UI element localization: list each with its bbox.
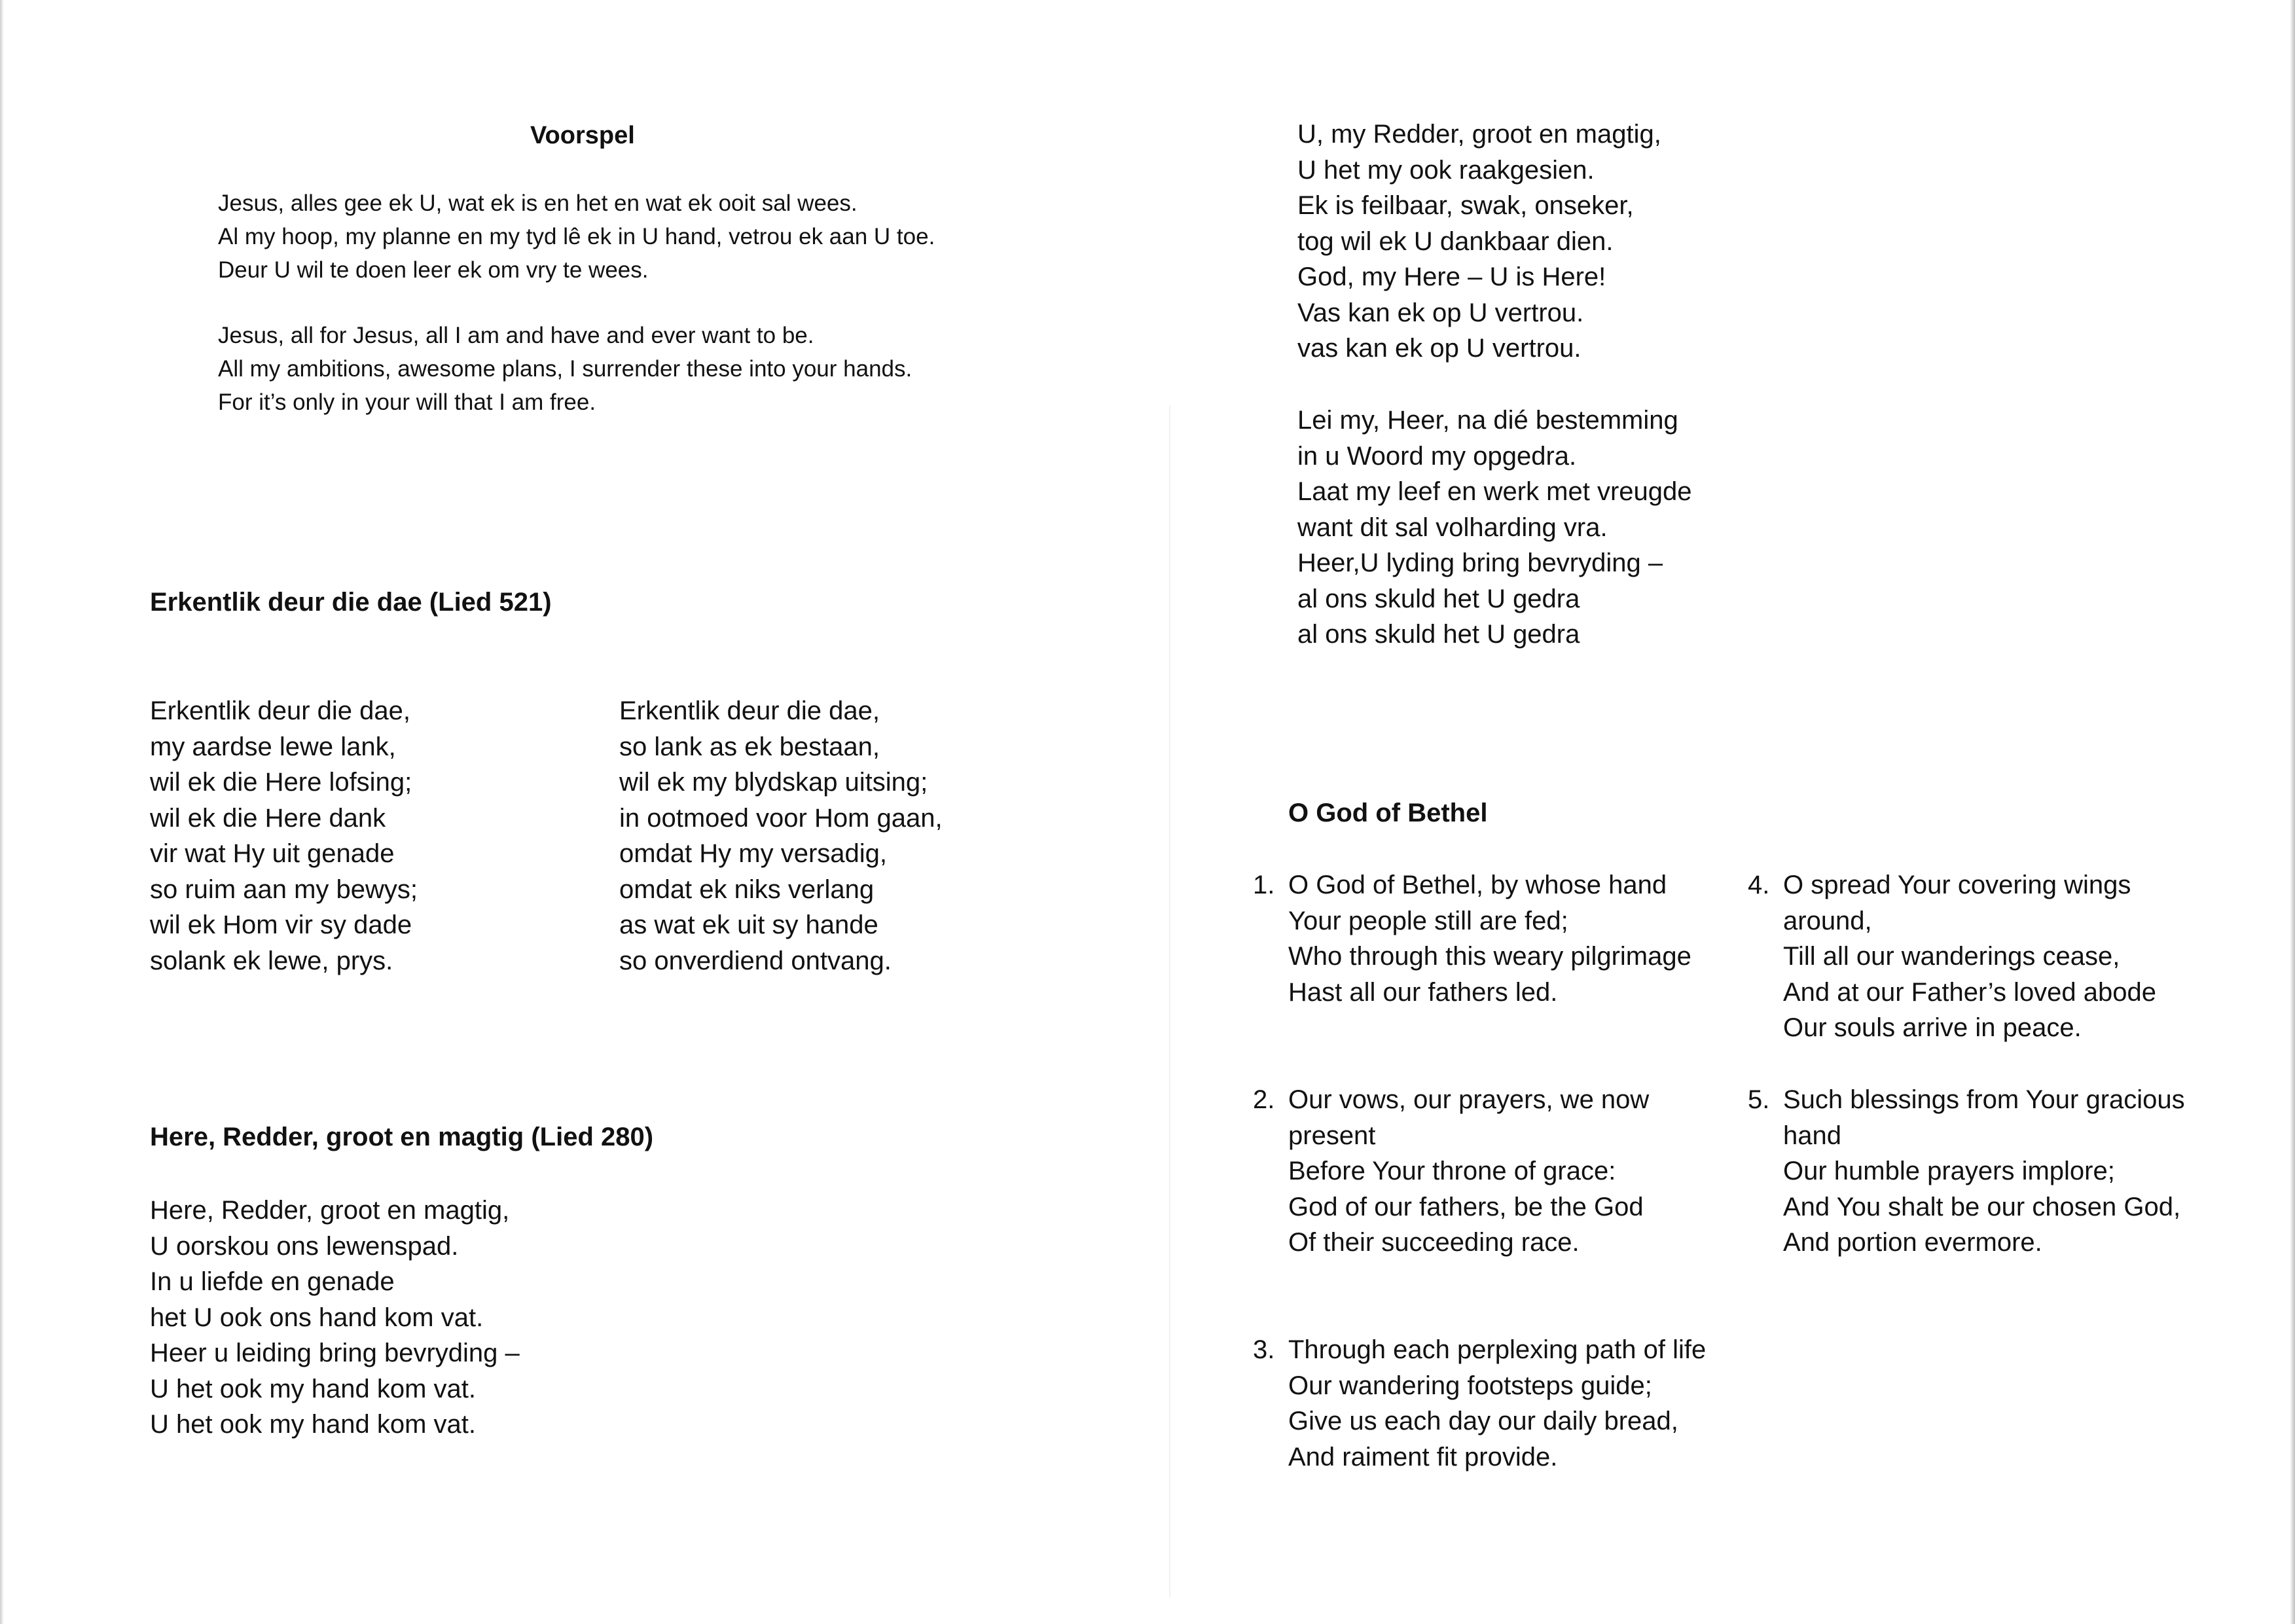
lyric-line: wil ek die Here lofsing; [150, 768, 412, 797]
page-edge-right [2290, 0, 2295, 1624]
verse-number: 5. [1748, 1085, 1770, 1114]
lied521-verse1 [150, 693, 418, 979]
lyric-line: Laat my leef en werk met vreugde [1297, 477, 1692, 506]
lyric-line: Here, Redder, groot en magtig, [150, 1196, 510, 1225]
lyric-line: wil ek Hom vir sy dade [150, 911, 412, 939]
lyric-line: around, [1783, 906, 1872, 935]
verse-number: 2. [1253, 1085, 1275, 1114]
page-fold [1169, 406, 1170, 1597]
lyric-line: as wat ek uit sy hande [619, 911, 878, 939]
voorspel-line: Jesus, all for Jesus, all I am and have and ever want to be. [218, 323, 814, 348]
lyric-line: Through each perplexing path of life [1288, 1335, 1707, 1364]
lyric-line: Erkentlik deur die dae, [150, 696, 411, 725]
lyric-line: vas kan ek op U vertrou. [1297, 334, 1581, 363]
lyric-line: al ons skuld het U gedra [1297, 584, 1580, 613]
lyric-line: And raiment fit provide. [1288, 1442, 1558, 1471]
verse-number: 4. [1748, 871, 1770, 899]
lyric-line: Hast all our fathers led. [1288, 977, 1558, 1007]
lyric-line: my aardse lewe lank, [150, 732, 396, 761]
lyric-line: U, my Redder, groot en magtig, [1297, 120, 1661, 149]
lyric-line: al ons skuld het U gedra [1297, 620, 1580, 649]
voorspel-line: Deur U wil te doen leer ek om vry te wees. [218, 257, 649, 283]
lyric-line: God, my Here – U is Here! [1297, 262, 1606, 291]
lyric-line: Give us each day our daily bread, [1288, 1407, 1678, 1435]
voorspel-line: All my ambitions, awesome plans, I surrender these into your hands. [218, 356, 913, 382]
voorspel-line: Al my hoop, my planne en my tyd lê ek in U hand, vetrou ek aan U toe. [218, 224, 935, 249]
verse-number: 3. [1253, 1335, 1275, 1364]
lyric-line: Ek is feilbaar, swak, onseker, [1297, 191, 1634, 220]
lyric-line: Heer,U lyding bring bevryding – [1297, 549, 1663, 577]
lyric-line: O spread Your covering wings [1783, 871, 2131, 899]
lyric-line: Erkentlik deur die dae, [619, 696, 880, 725]
lyric-line: present [1288, 1121, 1376, 1150]
lyric-line: in u Woord my opgedra. [1297, 441, 1577, 471]
lyric-line: in ootmoed voor Hom gaan, [619, 803, 943, 833]
lyric-line: Heer u leiding bring bevryding – [150, 1339, 520, 1367]
lied280-verse2 [1297, 117, 1661, 367]
lyric-line: Your people still are fed; [1288, 906, 1568, 935]
lyric-line: Our wandering footsteps guide; [1288, 1371, 1652, 1400]
lyric-line: wil ek my blydskap uitsing; [619, 768, 928, 797]
lyric-line: Who through this weary pilgrimage [1288, 942, 1691, 971]
lyric-line: U het ook my hand kom vat. [150, 1410, 477, 1439]
lied280-title: Here, Redder, groot en magtig (Lied 280) [150, 1123, 654, 1151]
lied521-verse2 [619, 693, 943, 979]
lyric-line: want dit sal volharding vra. [1297, 513, 1608, 542]
lyric-line: Before Your throne of grace: [1288, 1157, 1616, 1185]
voorspel-line: Jesus, alles gee ek U, wat ek is en het en wat ek ooit sal wees. [218, 190, 858, 216]
lyric-line: In u liefde en genade [150, 1267, 395, 1296]
lyric-line: Our humble prayers implore; [1783, 1157, 2115, 1185]
lyric-line: Our vows, our prayers, we now [1288, 1085, 1650, 1114]
lyric-line: so ruim aan my bewys; [150, 875, 418, 904]
lied280-verse3 [1297, 403, 1692, 653]
lyric-line: Lei my, Heer, na dié bestemming [1297, 406, 1678, 435]
voorspel-afrikaans [218, 187, 935, 287]
voorspel-title: Voorspel [530, 122, 635, 149]
lyric-line: Our souls arrive in peace. [1783, 1013, 2082, 1042]
lyric-line: Vas kan ek op U vertrou. [1297, 298, 1584, 327]
lyric-line: Such blessings from Your gracious [1783, 1085, 2185, 1114]
lyric-line: omdat Hy my versadig, [619, 839, 888, 868]
lyric-line: so lank as ek bestaan, [619, 732, 880, 761]
lyric-line: U het ook my hand kom vat. [150, 1374, 477, 1403]
lyric-line: And at our Father’s loved abode [1783, 977, 2157, 1007]
lyric-line: U oorskou ons lewenspad. [150, 1231, 459, 1261]
lyric-line: Of their succeeding race. [1288, 1228, 1580, 1257]
lyric-line: tog wil ek U dankbaar dien. [1297, 226, 1614, 256]
page-edge-left [0, 0, 4, 1624]
lied521-title: Erkentlik deur die dae (Lied 521) [150, 588, 552, 617]
bethel-title: O God of Bethel [1288, 799, 1488, 827]
lyric-line: omdat ek niks verlang [619, 875, 875, 904]
verse-number: 1. [1253, 871, 1275, 899]
lyric-line: God of our fathers, be the God [1288, 1192, 1644, 1221]
lyric-line: Till all our wanderings cease, [1783, 942, 2120, 971]
lyric-line: wil ek die Here dank [150, 803, 386, 833]
lyric-line: hand [1783, 1121, 1841, 1150]
lyric-line: vir wat Hy uit genade [150, 839, 395, 868]
lyric-line: so onverdiend ontvang. [619, 946, 892, 975]
lyric-line: O God of Bethel, by whose hand [1288, 871, 1667, 899]
voorspel-line: For it’s only in your will that I am free. [218, 389, 596, 415]
lyric-line: And portion evermore. [1783, 1228, 2042, 1257]
lyric-line: solank ek lewe, prys. [150, 946, 393, 975]
lied280-verse1 [150, 1193, 520, 1443]
lyric-line: U het my ook raakgesien. [1297, 155, 1595, 185]
voorspel-english [218, 319, 912, 419]
lyric-line: het U ook ons hand kom vat. [150, 1303, 484, 1332]
lyric-line: And You shalt be our chosen God, [1783, 1192, 2181, 1221]
